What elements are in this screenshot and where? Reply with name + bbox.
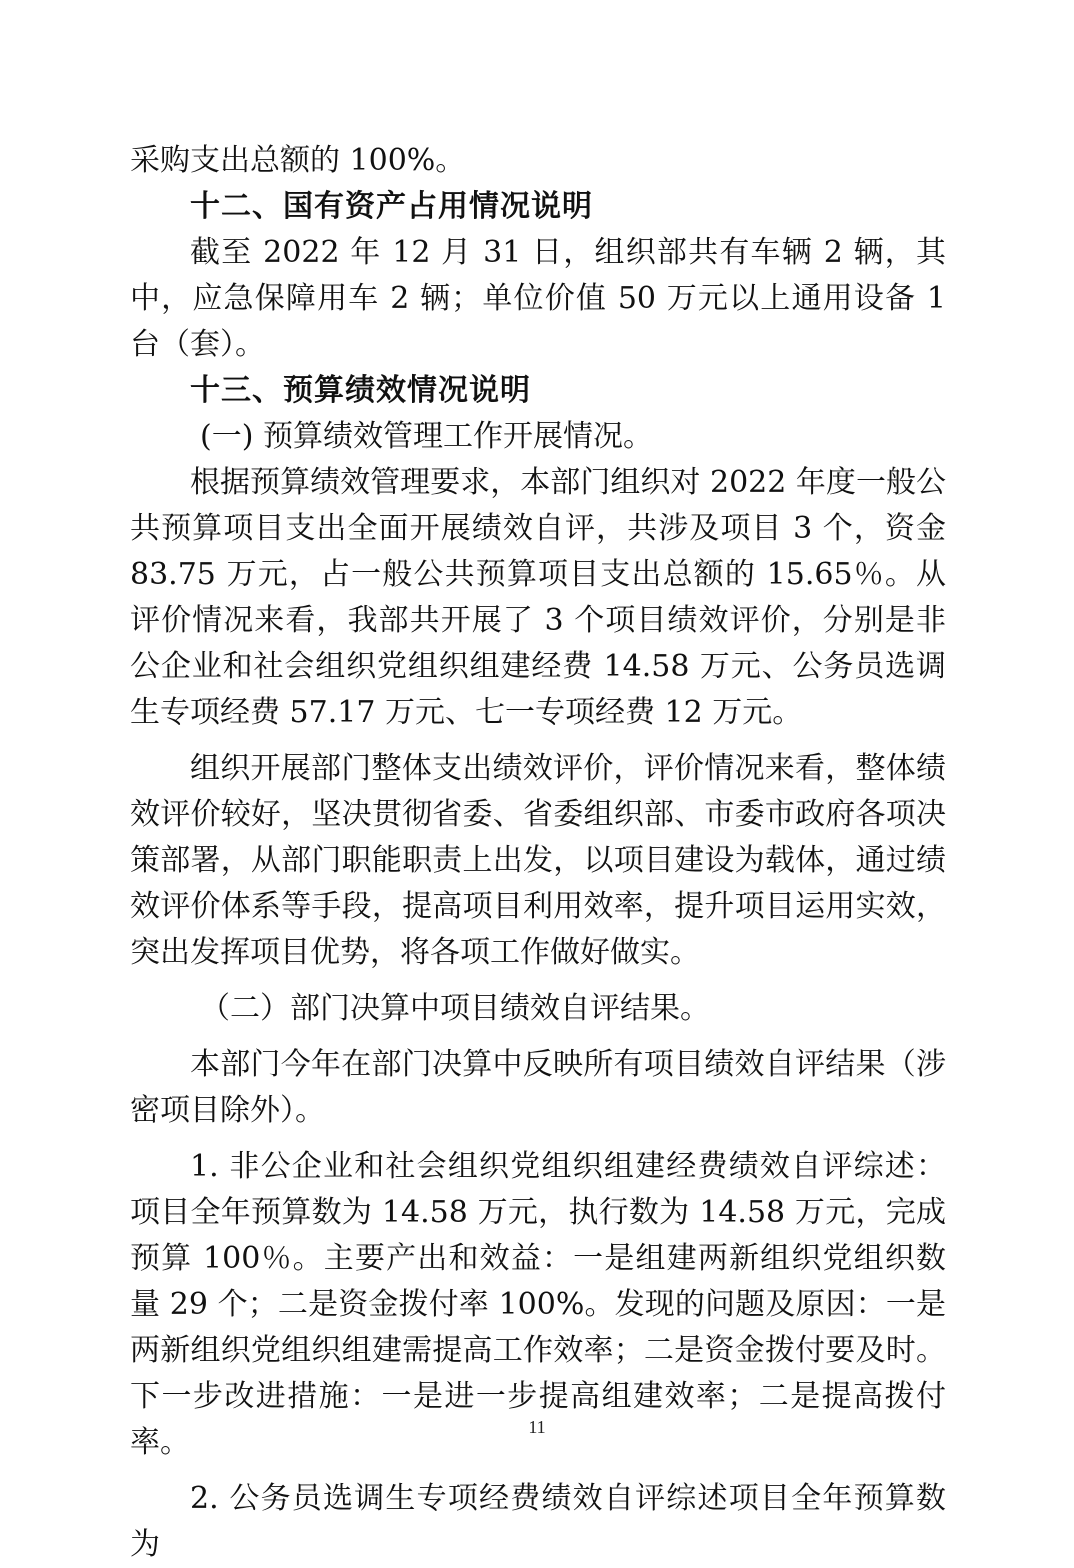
paragraph-continuation: 采购支出总额的 100%。 xyxy=(130,143,466,178)
section-heading-12: 十二、国有资产占用情况说明 xyxy=(190,189,593,224)
paragraph-overall-evaluation: 组织开展部门整体支出绩效评价，评价情况来看，整体绩效评价较好，坚决贯彻省委、省委组织部、市委市政府各项决策部署，从部门职能职责上出发，以项目建设为载体，通过绩效评价体系等手段，提高项目利用效率，提升项目运用实效，突出发挥项目优势，将各项工作做好做实。 xyxy=(130,751,946,970)
section-heading-13: 十三、预算绩效情况说明 xyxy=(190,373,531,408)
subheading-2: （二）部门决算中项目绩效自评结果。 xyxy=(200,991,710,1026)
subheading-1: (一) 预算绩效管理工作开展情况。 xyxy=(200,419,653,454)
paragraph-item-1: 1. 非公企业和社会组织党组织组建经费绩效自评综述：项目全年预算数为 14.58 万元，执行数为 14.58 万元，完成预算 100％。主要产出和效益：一是组建两新组织党组织数量 29 个；二是资金拨付率 100%。发现的问题及原因：一是两新组织党组织组建需提高工作效率；二是资金拨付要及时。下一步改进措施：一是进一步提高组建效率；二是提高拨付率。 xyxy=(130,1149,946,1460)
paragraph-results: 本部门今年在部门决算中反映所有项目绩效自评结果（涉密项目除外）。 xyxy=(130,1047,946,1128)
document-body xyxy=(130,138,946,1568)
page-number: 11 xyxy=(528,1417,546,1437)
paragraph-assets: 截至 2022 年 12 月 31 日，组织部共有车辆 2 辆，其中，应急保障用车 2 辆；单位价值 50 万元以上通用设备 1 台（套）。 xyxy=(130,235,946,362)
paragraph-evaluation: 根据预算绩效管理要求，本部门组织对 2022 年度一般公共预算项目支出全面开展绩效自评，共涉及项目 3 个，资金 83.75 万元，占一般公共预算项目支出总额的 15.65％。从评价情况来看，我部共开展了 3 个项目绩效评价，分别是非公企业和社会组织党组织组建经费 14.58 万元、公务员选调生专项经费 57.17 万元、七一专项经费 12 万元。 xyxy=(130,465,946,730)
paragraph-item-2: 2. 公务员选调生专项经费绩效自评综述项目全年预算数为 xyxy=(130,1481,946,1562)
